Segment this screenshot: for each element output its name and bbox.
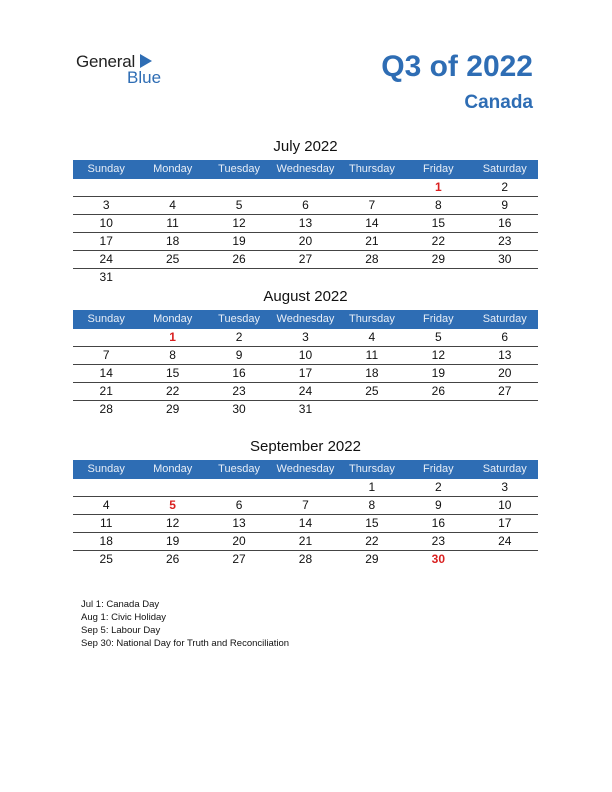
weekday-label: Wednesday <box>276 313 335 325</box>
weekday-label: Thursday <box>348 163 395 175</box>
day-cell: 25 <box>99 552 113 566</box>
day-cell: 4 <box>102 498 110 512</box>
day-cell <box>339 401 405 418</box>
day-cell: 11 <box>99 516 113 530</box>
week-row <box>73 269 538 286</box>
day-cell: 10 <box>298 348 313 362</box>
day-cell: 22 <box>365 534 379 548</box>
day-cell: 16 <box>232 366 246 380</box>
holiday-notes <box>81 598 289 650</box>
week-row <box>73 515 538 533</box>
weekday-label: Saturday <box>482 163 527 175</box>
day-cell: 24 <box>99 252 113 266</box>
day-cell <box>206 179 272 196</box>
day-cell: 21 <box>298 534 313 548</box>
weekday-label: Thursday <box>348 463 395 475</box>
weekday-label: Tuesday <box>218 313 260 325</box>
day-cell: 29 <box>365 552 379 566</box>
day-cell: 4 <box>368 330 376 344</box>
day-cell: 9 <box>235 348 243 362</box>
day-cell: 28 <box>99 402 113 416</box>
day-cell: 25 <box>365 384 379 398</box>
week-row <box>73 197 538 215</box>
day-cell: 17 <box>298 366 313 380</box>
day-cell: 13 <box>298 216 313 230</box>
weekday-label: Wednesday <box>276 463 335 475</box>
day-cell <box>272 269 338 286</box>
day-cell: 24 <box>298 384 313 398</box>
holiday-day-cell: 30 <box>431 552 445 566</box>
month-title: September 2022 <box>250 438 361 455</box>
day-cell: 19 <box>431 366 445 380</box>
day-cell: 2 <box>235 330 243 344</box>
day-cell <box>139 479 205 496</box>
day-cell <box>339 269 405 286</box>
day-cell: 24 <box>498 534 512 548</box>
day-cell: 29 <box>431 252 445 266</box>
day-cell <box>339 179 405 196</box>
logo-general-text: General <box>76 52 136 71</box>
logo-flag-icon <box>140 54 152 68</box>
day-cell: 29 <box>165 402 180 416</box>
day-cell: 3 <box>302 330 309 344</box>
day-cell: 28 <box>298 552 313 566</box>
week-row <box>73 329 538 347</box>
day-cell: 30 <box>498 252 512 266</box>
week-row <box>73 533 538 551</box>
day-cell: 18 <box>365 366 379 380</box>
day-cell: 27 <box>498 384 512 398</box>
day-cell: 23 <box>431 534 445 548</box>
day-cell: 27 <box>232 552 246 566</box>
week-row <box>73 383 538 401</box>
weekday-label: Saturday <box>482 313 527 325</box>
day-cell: 12 <box>431 348 445 362</box>
week-row <box>73 179 538 197</box>
day-cell: 14 <box>365 216 379 230</box>
day-cell: 13 <box>498 348 512 362</box>
day-cell: 8 <box>368 498 376 512</box>
day-cell <box>472 401 538 418</box>
day-cell: 6 <box>302 198 309 212</box>
page-title: Q3 of 2022 <box>381 50 533 83</box>
holiday-note: Sep 30: National Day for Truth and Reconciliation <box>81 638 290 649</box>
day-cell <box>405 269 471 286</box>
weekday-label: Tuesday <box>218 163 260 175</box>
day-cell <box>405 401 471 418</box>
day-cell: 26 <box>165 552 180 566</box>
day-cell <box>272 179 338 196</box>
day-cell <box>472 551 538 568</box>
day-cell: 17 <box>99 234 113 248</box>
day-cell: 7 <box>302 498 309 512</box>
month-calendar <box>73 138 538 286</box>
day-cell: 31 <box>298 402 313 416</box>
logo <box>76 52 176 92</box>
day-cell: 4 <box>169 198 176 212</box>
day-cell: 17 <box>498 516 512 530</box>
weekday-label: Friday <box>423 313 454 325</box>
day-cell: 28 <box>365 252 379 266</box>
day-cell: 13 <box>232 516 246 530</box>
day-cell: 21 <box>99 384 113 398</box>
weekday-header <box>73 460 538 479</box>
day-cell: 23 <box>498 234 512 248</box>
month-calendar <box>73 438 538 568</box>
day-cell: 20 <box>232 534 246 548</box>
weekday-label: Monday <box>153 463 193 475</box>
holiday-note: Sep 5: Labour Day <box>81 625 161 636</box>
day-cell: 10 <box>498 498 512 512</box>
country-name: Canada <box>464 92 533 113</box>
month-title: August 2022 <box>263 288 348 305</box>
day-cell <box>472 269 538 286</box>
logo-blue-text: Blue <box>127 68 162 87</box>
day-cell: 23 <box>232 384 246 398</box>
day-cell: 21 <box>365 234 379 248</box>
month-calendar <box>73 288 538 418</box>
day-cell: 10 <box>99 216 113 230</box>
day-cell: 6 <box>235 498 243 512</box>
day-cell <box>206 269 272 286</box>
week-row <box>73 347 538 365</box>
weekday-label: Sunday <box>87 463 125 475</box>
holiday-note: Jul 1: Canada Day <box>81 599 160 610</box>
weekday-label: Saturday <box>482 463 527 475</box>
day-cell: 16 <box>498 216 512 230</box>
week-row <box>73 497 538 515</box>
day-cell: 7 <box>102 348 110 362</box>
day-cell: 26 <box>431 384 445 398</box>
day-cell: 9 <box>501 198 509 212</box>
day-cell: 19 <box>165 534 180 548</box>
day-cell: 8 <box>169 348 176 362</box>
week-row <box>73 365 538 383</box>
month-title: July 2022 <box>273 138 338 155</box>
day-cell: 20 <box>498 366 512 380</box>
holiday-day-cell: 1 <box>169 330 176 344</box>
weekday-label: Tuesday <box>218 463 260 475</box>
day-cell: 19 <box>232 234 246 248</box>
weekday-label: Friday <box>423 163 454 175</box>
holiday-day-cell: 1 <box>434 180 442 194</box>
day-cell <box>139 179 205 196</box>
day-cell: 2 <box>434 480 442 494</box>
day-cell <box>272 479 338 496</box>
weekday-label: Sunday <box>87 313 125 325</box>
day-cell <box>206 479 272 496</box>
day-cell: 18 <box>165 234 180 248</box>
day-cell: 15 <box>365 516 379 530</box>
week-row <box>73 215 538 233</box>
day-cell: 15 <box>165 366 180 380</box>
weekday-label: Monday <box>153 163 193 175</box>
day-cell: 27 <box>298 252 313 266</box>
day-cell: 12 <box>165 516 180 530</box>
day-cell: 22 <box>165 384 180 398</box>
weekday-label: Sunday <box>87 163 125 175</box>
weekday-label: Friday <box>423 463 454 475</box>
holiday-day-cell: 5 <box>169 498 176 512</box>
week-row <box>73 251 538 269</box>
weekday-label: Thursday <box>348 313 395 325</box>
day-cell: 31 <box>99 270 113 284</box>
holiday-note: Aug 1: Civic Holiday <box>81 612 167 623</box>
day-cell: 7 <box>368 198 376 212</box>
day-cell <box>73 329 139 346</box>
day-cell: 14 <box>99 366 113 380</box>
day-cell: 1 <box>368 480 376 494</box>
day-cell: 2 <box>501 180 509 194</box>
day-cell: 14 <box>298 516 313 530</box>
day-cell: 6 <box>501 330 509 344</box>
week-row <box>73 233 538 251</box>
day-cell: 11 <box>365 348 379 362</box>
weekday-header <box>73 310 538 329</box>
weekday-label: Wednesday <box>276 163 335 175</box>
day-cell: 11 <box>166 216 179 230</box>
day-cell: 18 <box>99 534 113 548</box>
day-cell: 25 <box>165 252 180 266</box>
day-cell: 20 <box>298 234 313 248</box>
day-cell: 15 <box>431 216 445 230</box>
day-cell <box>73 179 139 196</box>
week-row <box>73 479 538 497</box>
day-cell: 9 <box>434 498 442 512</box>
day-cell: 8 <box>434 198 442 212</box>
day-cell: 5 <box>434 330 442 344</box>
day-cell <box>73 479 139 496</box>
day-cell: 12 <box>232 216 246 230</box>
day-cell: 5 <box>235 198 243 212</box>
day-cell: 3 <box>501 480 509 494</box>
day-cell: 30 <box>232 402 246 416</box>
day-cell: 3 <box>102 198 110 212</box>
week-row <box>73 551 538 568</box>
weekday-header <box>73 160 538 179</box>
day-cell: 22 <box>431 234 445 248</box>
day-cell <box>139 269 205 286</box>
weekday-label: Monday <box>153 313 193 325</box>
day-cell: 26 <box>232 252 246 266</box>
day-cell: 16 <box>431 516 445 530</box>
week-row <box>73 401 538 418</box>
